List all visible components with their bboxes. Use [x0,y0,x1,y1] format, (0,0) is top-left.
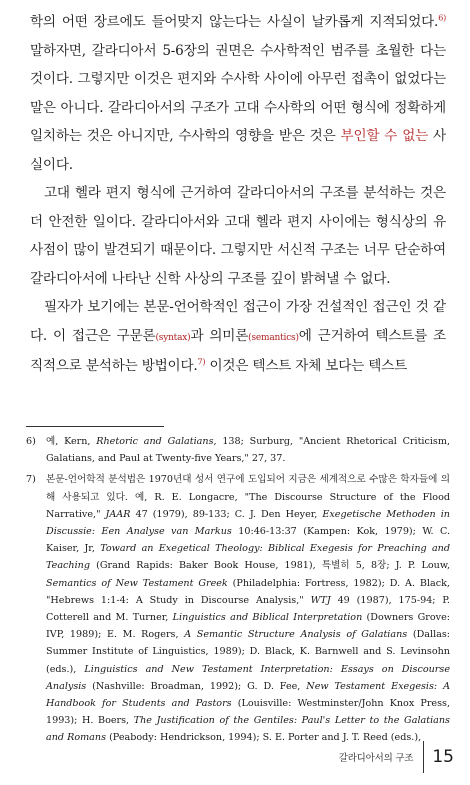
footnote-title: The Justification of the Gentiles: Paul's Letter to the Galatians and Romans [46,715,450,744]
footnote-text: , 138; Surburg, "Ancient Rhetorical Criticism, Galatians, and Paul at Twenty-five Years," 27, 37. [46,436,450,465]
footnote-text: 예, Kern, [46,436,97,447]
footnote-title: Linguistics and New Testament Interpretation: Essays on Discourse Analysis [46,663,450,692]
footnote-title: Semantics of New Testament Greek [46,577,228,589]
footnote-number: 7) [26,474,36,486]
running-title: 갈라디아서의 구조 [338,753,414,764]
footnote-text: (Grand Rapids: Baker Book House, 1981), 특별히 5, 8장; J. P. Louw, [90,560,450,572]
footnote-text: (Nashville: Broadman, 1992); G. D. Fee, [86,680,307,692]
footnotes [26,433,450,751]
footnote-title: JAAR [105,508,131,520]
footnote-number: 6) [26,436,36,447]
syntax-term: (syntax) [155,332,191,343]
paragraph-1-text-b: 말하자면, 갈라디아서 5-6장의 권면은 수사학적인 범주를 초월한 다는 것이다. 그렇지만 이것은 편지와 수사학 사이에 아무런 접촉이 없었다는 말은 아니다. 갈라디아서의 구조가 고대 수사학의 어떤 형식에 정확하게 일치하는 것은 아니지만, 수사학의 영향을 받은 것은 [30,42,446,144]
footnote-ref-6[interactable]: 6) [438,13,446,23]
footnote-text: 10:46-13:37 (Kampen: Kok, 1979); W. C. Kaiser, Jr, [46,526,451,555]
footnote-text: (Louisville: Westminster/John Knox Press, 1993); H. Boers, [46,698,450,727]
footnote-text: (Philadelphia: Fortress, 1982); D. A. Black, "Hebrews 1:1-4: A Study in Discourse Analysis," [46,577,450,606]
body-text [30,8,446,381]
paragraph-1-text-a: 학의 어떤 장르에도 들어맞지 않는다는 사실이 날카롭게 지적되었다. [30,14,439,30]
paragraph-3-text-b: 과 의미론 [190,327,249,344]
page-number: 15 [432,747,454,767]
paragraph-3-text-a: 필자가 보기에는 본문-언어학적인 접근이 가장 건설적인 접근인 것 같다. 이 접근은 구문론 [30,299,446,344]
paragraph-3-text-d: 이것은 텍스트 자체 보다는 텍스트 [205,358,408,374]
footnote-title: Linguistics and Biblical Interpretation [172,612,363,624]
footnote-text: 본문-언어학적 분석법은 1970년대 성서 연구에 도입되어 지금은 세계적으로 수많은 학자들에 의해 사용되고 있다. 예, R. E. Longacre, "The Discourse Structure of the Flood Narrative," [46,474,450,520]
footnote-title: Toward an Exegetical Theology: Biblical Exegesis for Preaching and Teaching [46,543,450,572]
footer-divider [423,741,424,773]
footnote-6 [26,433,450,467]
paragraph-1-text-c: 사실이다. [30,128,446,173]
footnote-title: New Testament Exegesis: A Handbook for Students and Pastors [46,680,451,710]
footnote-text: 47 (1979), 89-133; C. J. Den Heyer, [130,508,323,520]
page-footer [339,741,454,773]
paragraph-2: 고대 헬라 편지 형식에 근거하여 갈라디아서의 구조를 분석하는 것은 더 안전한 일이다. 갈라디아서와 고대 헬라 편지 사이에는 형식상의 유사점이 많이 발견되기 때문이다. 그렇지만 서신적 구조는 너무 단순하여 갈라디아서에 나타난 신학 사상의 구조를 깊이 밝혀낼 수 없다. [30,185,446,287]
footnote-title: WTJ [310,594,331,606]
footnote-title: Rhetoric and Galatians [96,436,214,447]
paragraph-3 [30,293,446,381]
footnote-text: (Dallas: Summer Institute of Linguistics, 1989); D. Black, K. Barnwell and S. Levinsohn (eds.), [46,629,451,675]
semantics-term: (semantics) [248,332,299,343]
paragraph-3-text-c: 에 근거하여 텍스트를 조직적으로 분석하는 방법이다. [30,327,446,374]
footnote-text: (Peabody: Hendrickson, 1994); S. E. Porter and J. T. Reed (eds.), [106,732,422,744]
paragraph-1 [30,8,446,179]
footnote-text: 49 (1987), 175-94; P. Cotterell and M. Turner, [46,594,450,624]
footnote-title: A Semantic Structure Analysis of Galatians [184,629,408,641]
footnote-ref-7[interactable]: 7) [197,357,206,367]
footnote-title: Exegetische Methoden in Discussie: Een Analyse van Markus [46,508,450,538]
footnote-text: (Downers Grove: IVP, 1989); E. M. Rogers, [46,612,450,641]
paragraph-1-highlight: 부인할 수 없는 [340,128,429,144]
footnote-7 [26,471,450,746]
footnote-divider [26,426,164,427]
